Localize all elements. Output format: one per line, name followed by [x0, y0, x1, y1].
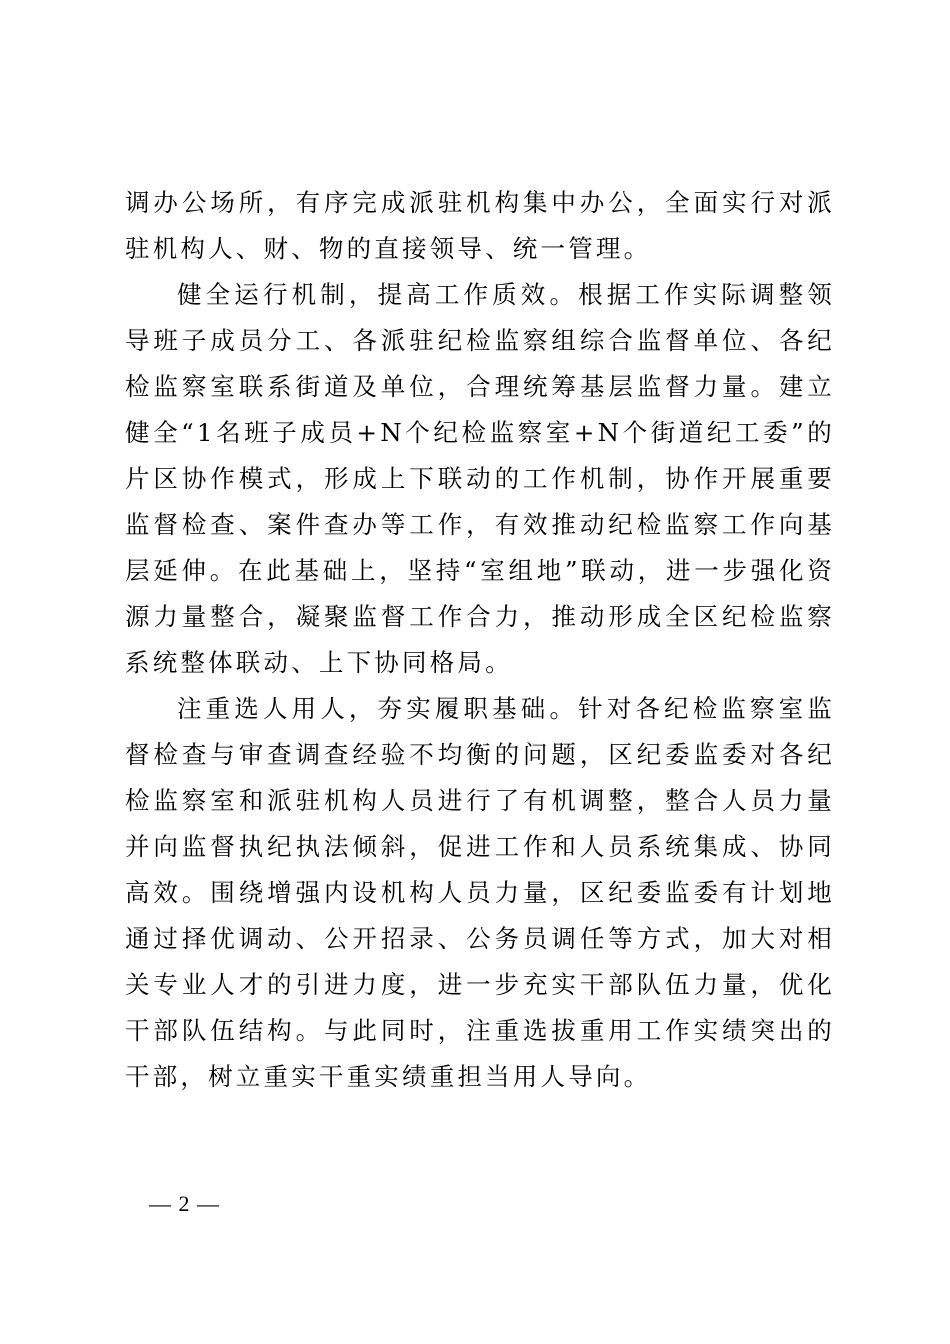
page-number: — 2 — [149, 1191, 220, 1216]
paragraph-personnel: 注重选人用人，夯实履职基础。针对各纪检监察室监督检查与审查调查经验不均衡的问题，区纪委监委对各纪检监察室和派驻机构人员进行了有机调整，整合人员力量并向监督执纪执法倾斜，促进工作和人员系统集成、协同高效。围绕增强内设机构人员力量，区纪委监委有计划地通过择优调动、公开招录、公务员调任等方式，加大对相关专业人才的引进力度，进一步充实干部队伍力量，优化干部队伍结构。与此同时，注重选拔重用工作实绩突出的干部，树立重实干重实绩重担当用人导向。 [125, 694, 835, 1091]
paragraph-continuation: 调办公场所，有序完成派驻机构集中办公，全面实行对派驻机构人、财、物的直接领导、统一管理。 [125, 188, 835, 263]
paragraph-operating-mechanism: 健全运行机制，提高工作质效。根据工作实际调整领导班子成员分工、各派驻纪检监察组综合监督单位、各纪检监察室联系街道及单位，合理统筹基层监督力量。建立健全“1名班子成员+N个纪检监察室+N个街道纪工委”的片区协作模式，形成上下联动的工作机制，协作开展重要监督检查、案件查办等工作，有效推动纪检监察工作向基层延伸。在此基础上，坚持“室组地”联动，进一步强化资源力量整合，凝聚监督工作合力，推动形成全区纪检监察系统整体联动、上下协同格局。 [125, 280, 835, 677]
document-body [125, 180, 835, 1100]
